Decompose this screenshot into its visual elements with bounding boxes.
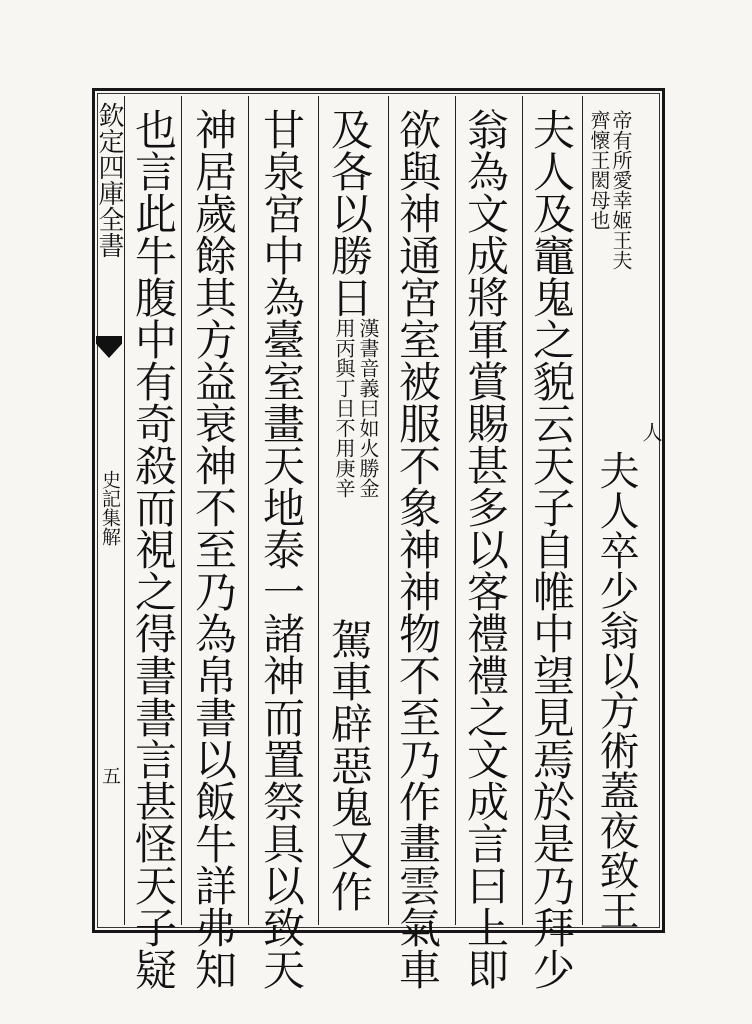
text-column: 翁為文成將軍賞賜甚多以客禮禮之文成言曰上即 xyxy=(461,108,510,990)
text-column: 也言此牛腹中有奇殺而視之得書書言甚怪天子疑 xyxy=(129,108,178,990)
text-column: 夫人及竈鬼之貌云天子自帷中望見焉於是乃拜少 xyxy=(527,108,576,990)
text-column: 甘泉宮中為臺室畫天地泰一諸神而置祭具以致天 xyxy=(257,108,306,990)
margin-rule xyxy=(124,96,125,925)
book-title: 欽定四庫全書 xyxy=(94,102,124,258)
annotation-note: 用丙與丁日不用庚辛 xyxy=(332,318,356,498)
text-column: 駕車辟惡鬼又作 xyxy=(325,618,374,912)
column-rule xyxy=(181,96,182,925)
annotation-note: 漢書音義曰如火勝金 xyxy=(356,318,380,498)
text-column: 夫人卒少翁以方術蓋夜致王 xyxy=(593,450,639,930)
column-rule xyxy=(455,96,456,925)
column-rule xyxy=(522,96,523,925)
column-rule xyxy=(318,96,319,925)
column-rule xyxy=(248,96,249,925)
text-column: 神居歲餘其方益衰神不至乃為帛書以飯牛詳弗知 xyxy=(189,108,238,990)
annotation-note: 人 xyxy=(639,422,663,442)
page-number: 五 xyxy=(99,766,121,785)
section-title: 史記集解 xyxy=(99,470,121,546)
text-column: 及各以勝日 xyxy=(325,108,374,318)
column-rule xyxy=(388,96,389,925)
text-column: 欲與神通宮室被服不象神神物不至乃作畫雲氣車 xyxy=(393,108,442,990)
annotation-note: 帝有所愛幸姬王夫 xyxy=(609,110,633,270)
column-rule xyxy=(582,96,583,925)
annotation-note: 齊懷王閎母也 xyxy=(587,110,611,230)
